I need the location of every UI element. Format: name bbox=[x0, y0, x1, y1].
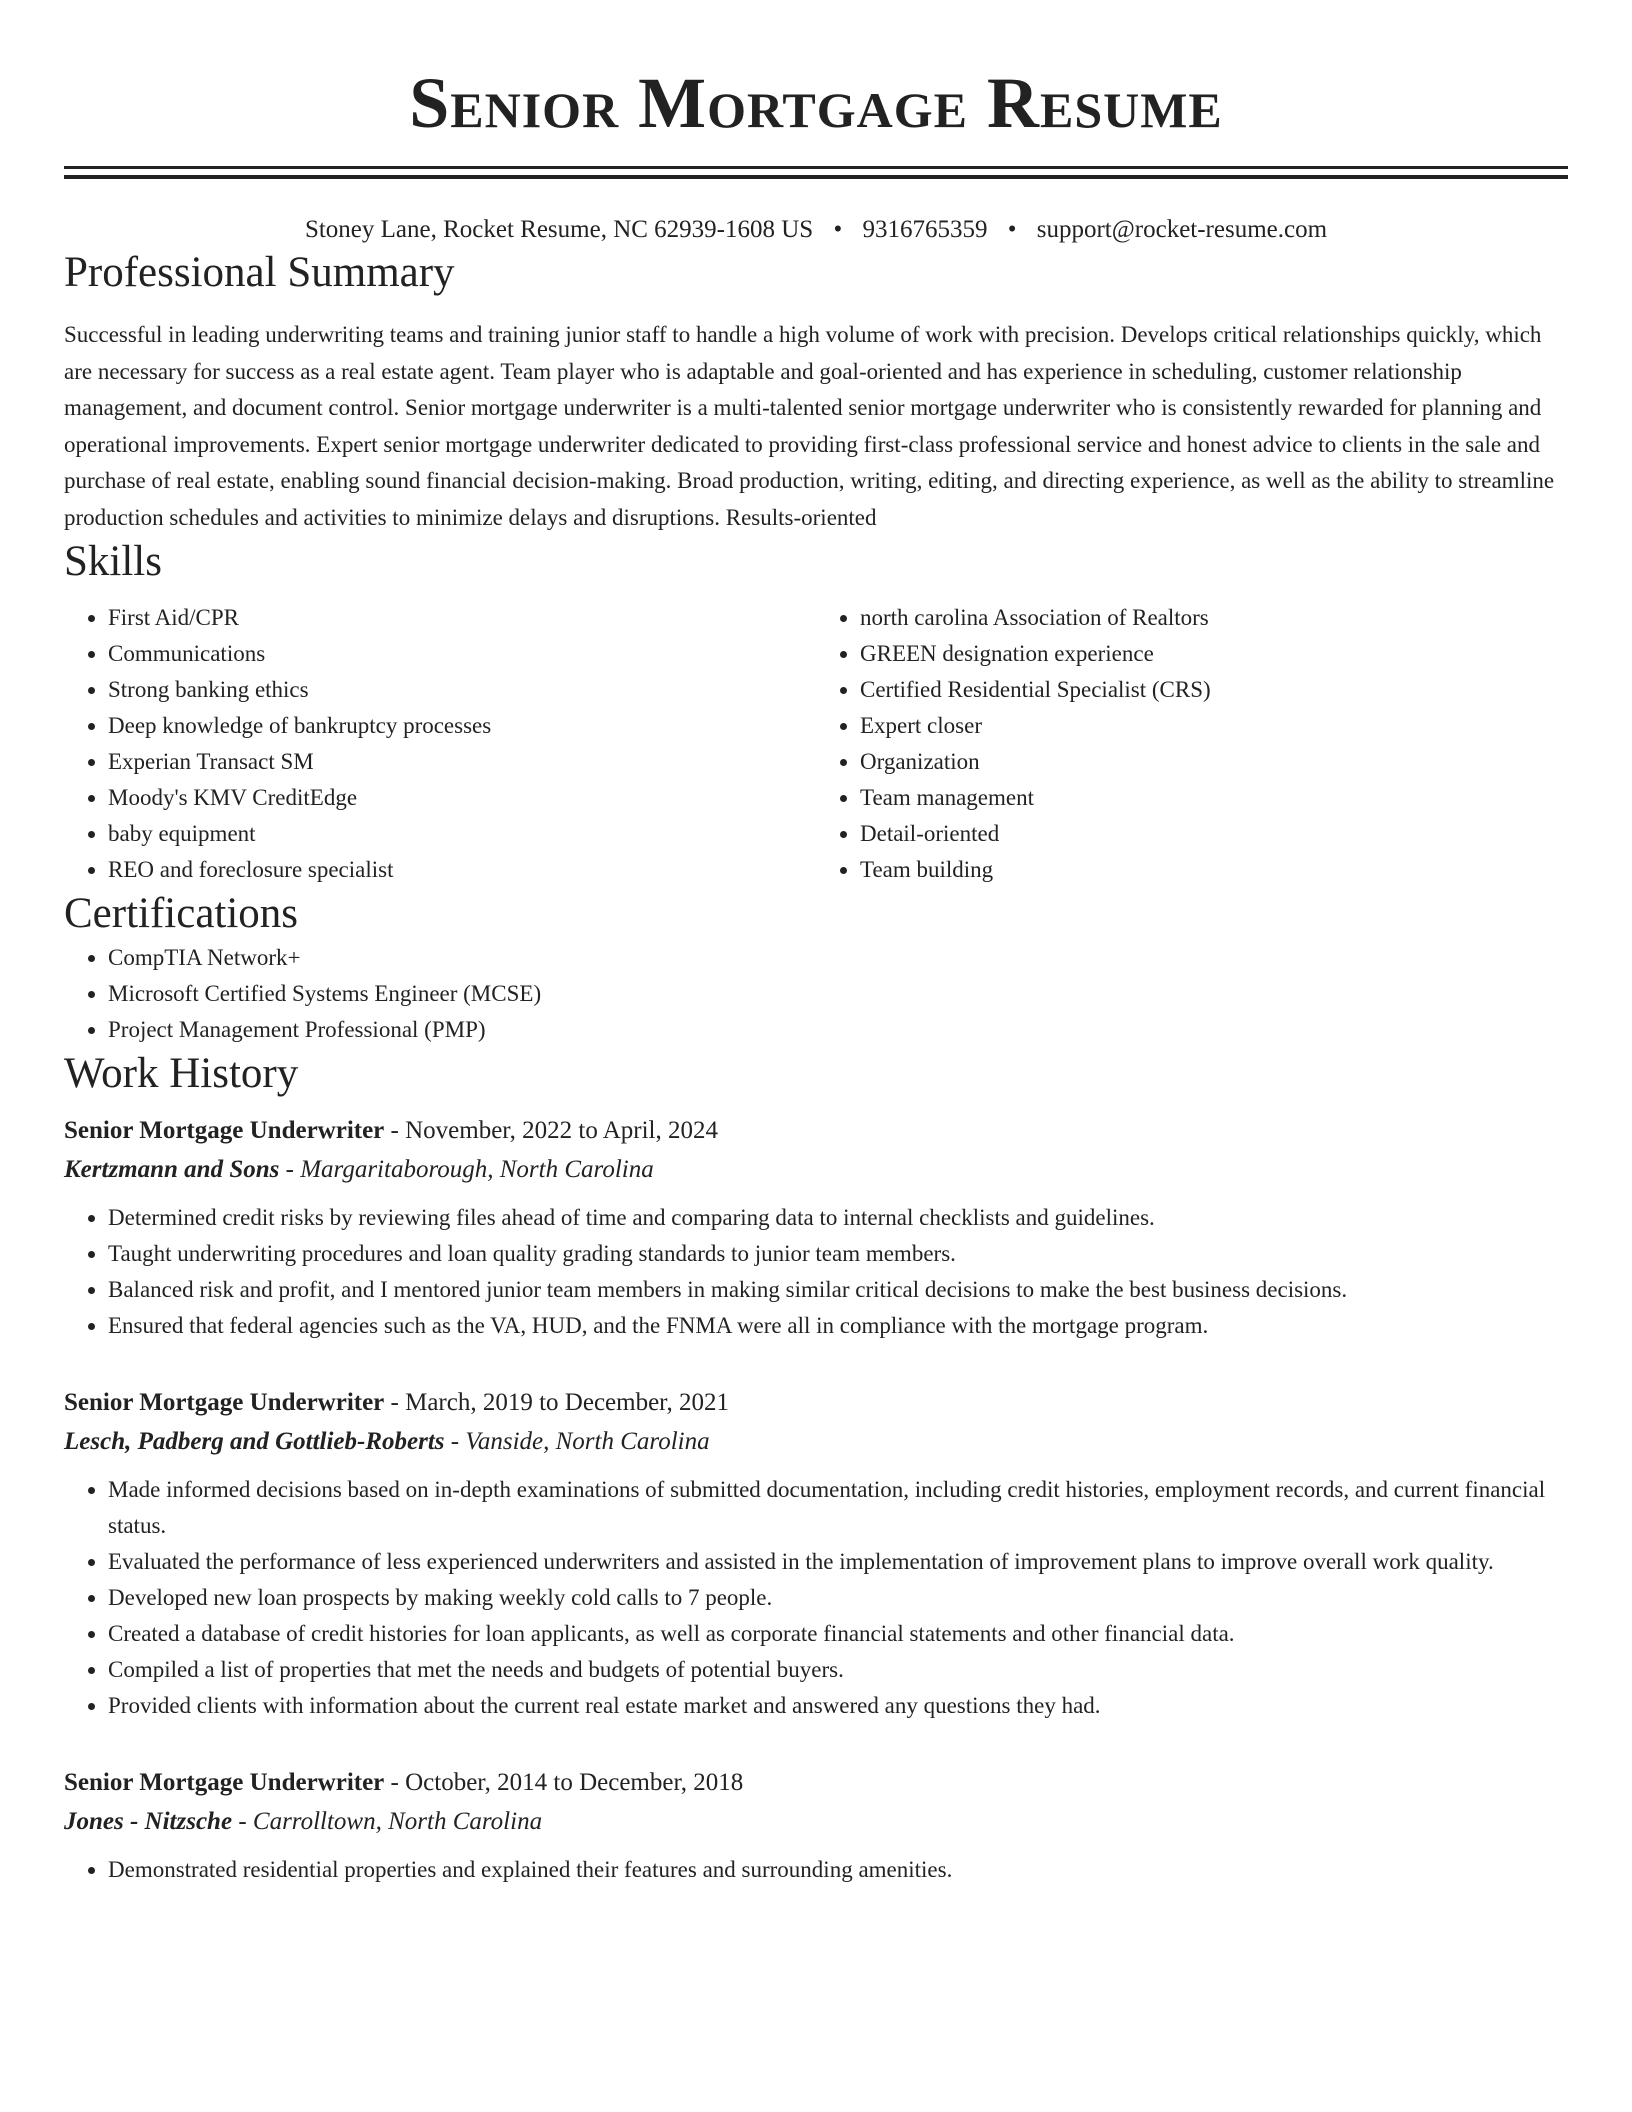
job-entry bbox=[64, 1384, 1568, 1724]
contact-address: Stoney Lane, Rocket Resume, NC 62939-1608 US bbox=[304, 216, 814, 243]
job-entry bbox=[64, 1764, 1568, 1888]
title-rule-thick bbox=[64, 175, 1568, 179]
job-duty: • Balanced risk and profit, and I mentored junior team members in making similar critical decisions to make the best business decisions. bbox=[108, 1272, 1568, 1308]
job-location: - Carrolltown, North Carolina bbox=[232, 1808, 543, 1835]
skill-item: • Moody's KMV CreditEdge bbox=[108, 780, 816, 816]
skill-item: • Detail-oriented bbox=[860, 816, 1568, 852]
skill-item: • GREEN designation experience bbox=[860, 636, 1568, 672]
job-dates: - November, 2022 to April, 2024 bbox=[384, 1117, 718, 1144]
job-role: Senior Mortgage Underwriter bbox=[64, 1117, 385, 1144]
job-title-line bbox=[64, 1384, 1568, 1422]
job-duty: • Made informed decisions based on in-depth examinations of submitted documentation, including credit histories, employment records, and current financial status. bbox=[108, 1472, 1568, 1544]
job-duties-list bbox=[64, 1472, 1568, 1724]
summary-text: Successful in leading underwriting teams and training junior staff to handle a high volume of work with precision. Develops critical relationships quickly, which are necessary for success as a real estate agent. Team player who is adaptable and goal-oriented and has experience in scheduling, customer relationship management, and document control. Senior mortgage underwriter is a multi-talented senior mortgage underwriter who is consistently rewarded for planning and operational improvements. Expert senior mortgage underwriter dedicated to providing first-class professional service and honest advice to clients in the sale and purchase of real estate, enabling sound financial decision-making. Broad production, writing, editing, and directing experience, as well as the ability to streamline production schedules and activities to minimize delays and disruptions. Results-oriented bbox=[64, 322, 1555, 530]
skill-item: • north carolina Association of Realtors bbox=[860, 600, 1568, 636]
contact-phone: 9316765359 bbox=[862, 216, 988, 243]
job-duty: • Demonstrated residential properties and explained their features and surrounding amenities. bbox=[108, 1852, 1568, 1888]
job-duty: • Taught underwriting procedures and loan quality grading standards to junior team members. bbox=[108, 1236, 1568, 1272]
job-duty: • Created a database of credit histories for loan applicants, as well as corporate financial statements and other financial data. bbox=[108, 1616, 1568, 1652]
skill-item: • Expert closer bbox=[860, 708, 1568, 744]
job-company-line bbox=[64, 1802, 1568, 1842]
contact-separator: • bbox=[833, 216, 843, 243]
job-company: Kertzmann and Sons bbox=[64, 1156, 280, 1183]
skill-item: • REO and foreclosure specialist bbox=[108, 852, 816, 888]
job-duty: • Determined credit risks by reviewing files ahead of time and comparing data to internal checklists and guidelines. bbox=[108, 1200, 1568, 1236]
job-location: - Margaritaborough, North Carolina bbox=[279, 1156, 654, 1183]
resume-title: Senior Mortgage Resume bbox=[409, 63, 1223, 143]
job-duties-list bbox=[64, 1200, 1568, 1344]
contact-email: support@rocket-resume.com bbox=[1036, 216, 1328, 243]
certification-item: • Microsoft Certified Systems Engineer (MCSE) bbox=[108, 976, 1568, 1012]
job-duties-list bbox=[64, 1852, 1568, 1888]
job-company: Lesch, Padberg and Gottlieb-Roberts bbox=[64, 1428, 445, 1455]
skill-item: • baby equipment bbox=[108, 816, 816, 852]
job-duty: • Developed new loan prospects by making weekly cold calls to 7 people. bbox=[108, 1580, 1568, 1616]
work-history-heading: Work History bbox=[64, 1050, 299, 1097]
job-company-line bbox=[64, 1150, 1568, 1190]
certification-item: • CompTIA Network+ bbox=[108, 940, 1568, 976]
skill-item: • Team building bbox=[860, 852, 1568, 888]
skill-item: • Communications bbox=[108, 636, 816, 672]
job-dates: - March, 2019 to December, 2021 bbox=[384, 1389, 730, 1416]
skills-heading: Skills bbox=[64, 538, 162, 585]
summary-heading: Professional Summary bbox=[64, 249, 455, 296]
skills-columns bbox=[64, 600, 1568, 888]
job-duty: • Provided clients with information about the current real estate market and answered any questions they had. bbox=[108, 1688, 1568, 1724]
skill-item: • Team management bbox=[860, 780, 1568, 816]
certification-item: • Project Management Professional (PMP) bbox=[108, 1012, 1568, 1048]
title-rule-thin bbox=[64, 166, 1568, 169]
job-entry bbox=[64, 1112, 1568, 1344]
certifications-list bbox=[64, 940, 1568, 1048]
job-duty: • Ensured that federal agencies such as the VA, HUD, and the FNMA were all in compliance with the mortgage program. bbox=[108, 1308, 1568, 1344]
skill-item: • Strong banking ethics bbox=[108, 672, 816, 708]
skill-item: • Experian Transact SM bbox=[108, 744, 816, 780]
job-company: Jones - Nitzsche bbox=[64, 1808, 233, 1835]
job-title-line bbox=[64, 1764, 1568, 1802]
skill-item: • Deep knowledge of bankruptcy processes bbox=[108, 708, 816, 744]
contact-line bbox=[64, 213, 1568, 247]
skill-item: • Certified Residential Specialist (CRS) bbox=[860, 672, 1568, 708]
skills-list-right bbox=[816, 600, 1568, 888]
job-role: Senior Mortgage Underwriter bbox=[64, 1389, 385, 1416]
certifications-heading: Certifications bbox=[64, 890, 299, 937]
contact-separator: • bbox=[1007, 216, 1017, 243]
job-dates: - October, 2014 to December, 2018 bbox=[384, 1769, 744, 1796]
skill-item: • First Aid/CPR bbox=[108, 600, 816, 636]
job-company-line bbox=[64, 1422, 1568, 1462]
skills-list-left bbox=[64, 600, 816, 888]
job-title-line bbox=[64, 1112, 1568, 1150]
job-location: - Vanside, North Carolina bbox=[444, 1428, 710, 1455]
job-duty: • Evaluated the performance of less experienced underwriters and assisted in the implementation of improvement plans to improve overall work quality. bbox=[108, 1544, 1568, 1580]
job-role: Senior Mortgage Underwriter bbox=[64, 1769, 385, 1796]
job-duty: • Compiled a list of properties that met the needs and budgets of potential buyers. bbox=[108, 1652, 1568, 1688]
skill-item: • Organization bbox=[860, 744, 1568, 780]
